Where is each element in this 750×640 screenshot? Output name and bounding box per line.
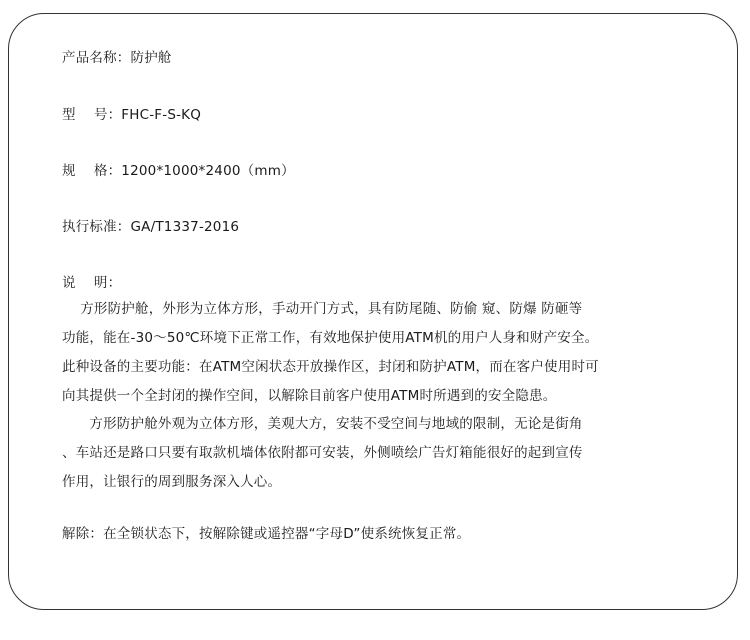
spec-line: 规 格：1200*1000*2400（mm）	[62, 163, 295, 179]
description-paragraph-1	[62, 295, 692, 411]
standard-line: 执行标准：GA/T1337-2016	[62, 219, 240, 235]
model-line: 型 号：FHC-F-S-KQ	[62, 107, 202, 123]
paragraph-2-line-1: 方形防护舱外观为立体方形，美观大方，安装不受空间与地域的限制，无论是街角	[62, 416, 583, 432]
release-instruction: 解除：在全锁状态下，按解除键或遥控器“字母D”使系统恢复正常。	[62, 526, 471, 542]
product-name-line: 产品名称：防护舱	[62, 50, 172, 66]
paragraph-1-line-1: 方形防护舱，外形为立体方形，手动开门方式，具有防尾随、防偷 窥、防爆 防砸等	[62, 301, 583, 317]
paragraph-2-line-3: 作用，让银行的周到服务深入人心。	[62, 474, 282, 490]
paragraph-1-line-4: 向其提供一个全封闭的操作空间，以解除目前客户使用ATM时所遇到的安全隐患。	[62, 388, 557, 404]
description-paragraph-2	[62, 410, 692, 497]
paragraph-1-line-2: 功能，能在-30～50℃环境下正常工作，有效地保护使用ATM机的用户人身和财产安全。	[62, 330, 599, 346]
explain-label: 说 明：	[62, 275, 122, 291]
paragraph-1-line-3: 此种设备的主要功能：在ATM空闲状态开放操作区，封闭和防护ATM，而在客户使用时可	[62, 359, 599, 375]
paragraph-2-line-2: 、车站还是路口只要有取款机墙体依附都可安装，外侧喷绘广告灯箱能很好的起到宣传	[62, 445, 583, 461]
